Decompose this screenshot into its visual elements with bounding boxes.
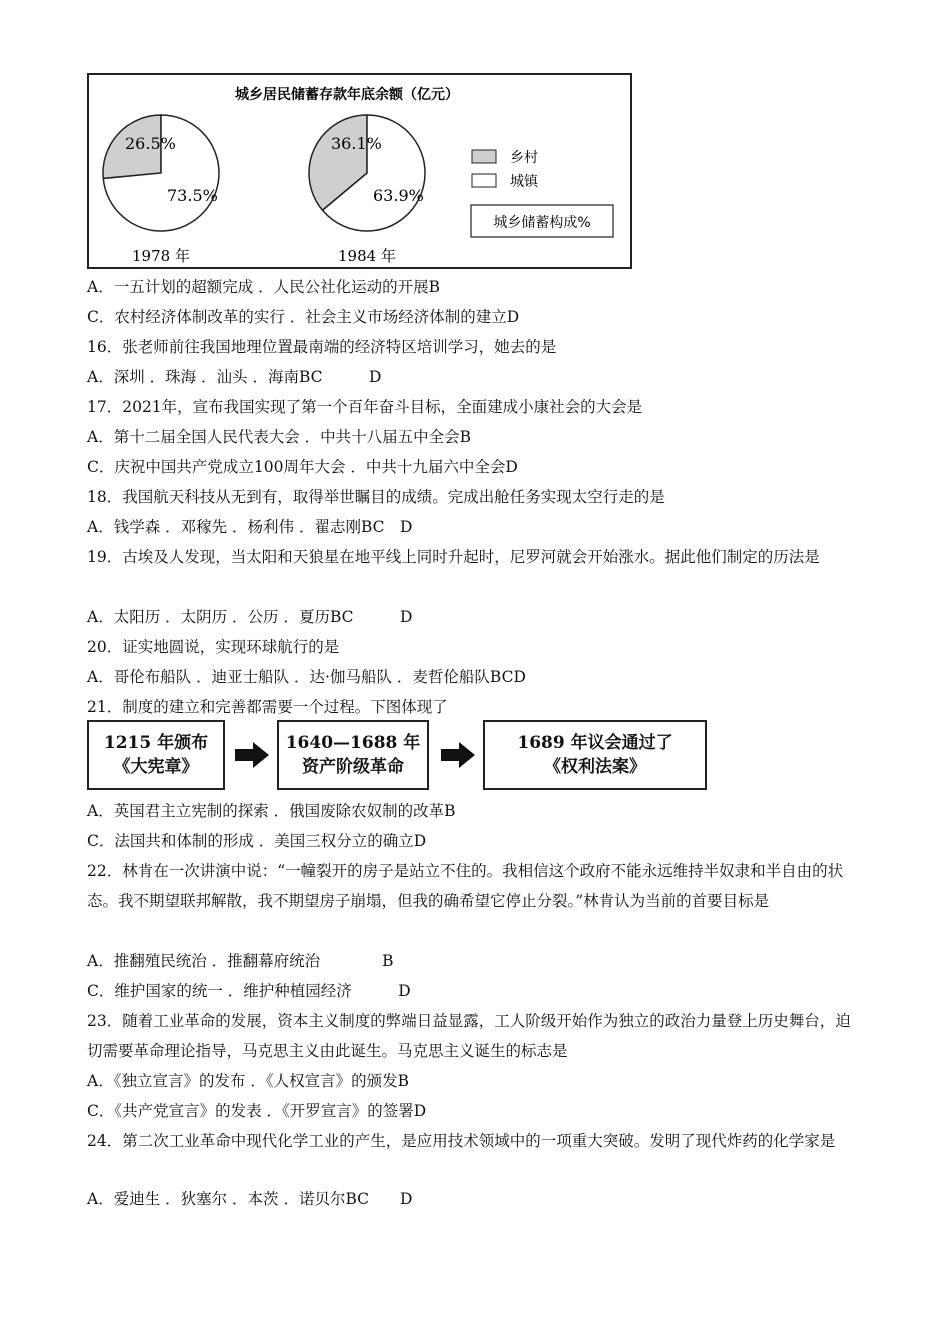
legend-label: 乡村: [510, 150, 538, 166]
q20-stem: 20．证实地圆说，实现环球航行的是: [87, 638, 340, 656]
pie-label-rural: 36.1%: [331, 134, 382, 153]
q17-option-c-d: C．庆祝中国共产党成立100周年大会 ．中共十九届六中全会D: [87, 458, 518, 476]
q24-stem: 24．第二次工业革命中现代化学工业的产生，是应用技术领域中的一项重大突破。发明了现代炸药的化学家是: [87, 1132, 836, 1150]
chart-title: 城乡居民储蓄存款年底余额（亿元）: [235, 87, 459, 103]
pie-year-label: 1984 年: [338, 247, 396, 265]
q23-stem: 23．随着工业革命的发展，资本主义制度的弊端日益显露，工人阶级开始作为独立的政治力量登上历史舞台，迫切需要革命理论指导，马克思主义由此诞生。马克思主义诞生的标志是: [87, 1012, 851, 1060]
constitutional-history-flow: [87, 720, 707, 794]
q17-option-a-b: A．第十二届全国人民代表大会 ．中共十八届五中全会B: [87, 428, 472, 446]
q22-option-c-d: C．维护国家的统一 ．维护种植园经济 D: [87, 982, 411, 1000]
right-arrow-icon: [235, 742, 269, 768]
q16-stem: 16．张老师前往我国地理位置最南端的经济特区培训学习，她去的是: [87, 338, 557, 356]
flow-box-line1: 1215 年颁布: [103, 733, 209, 753]
legend-note: 城乡储蓄构成%: [493, 215, 591, 231]
q17-stem: 17．2021年，宣布我国实现了第一个百年奋斗目标，全面建成小康社会的大会是: [87, 398, 643, 416]
q16-options: A．深圳 ．珠海 ．汕头 ．海南BC D: [87, 368, 382, 386]
pie-chart-svg: [89, 75, 634, 271]
q21-stem: 21．制度的建立和完善都需要一个过程。下图体现了: [87, 698, 448, 716]
q24-options: A．爱迪生 ．狄塞尔 ．本茨 ．诺贝尔BC D: [87, 1190, 413, 1208]
legend-swatch-urban: [472, 174, 496, 187]
q23-option-a-b: A．《独立宣言》的发布 ．《人权宣言》的颁发B: [87, 1072, 410, 1090]
pie-label-urban: 63.9%: [373, 186, 424, 205]
q18-options: A．钱学森 ．邓稼先 ．杨利伟 ．翟志刚BC D: [87, 518, 413, 536]
pie-label-urban: 73.5%: [167, 186, 218, 205]
right-arrow-icon: [441, 742, 475, 768]
pie-year-label: 1978 年: [132, 247, 190, 265]
q22-option-a-b: A．推翻殖民统治 ．推翻幕府统治 B: [87, 952, 394, 970]
q21-option-a-b: A．英国君主立宪制的探索 ．俄国废除农奴制的改革B: [87, 802, 456, 820]
pie-label-rural: 26.5%: [125, 134, 176, 153]
flow-box-bill-of-rights: [483, 720, 707, 790]
flow-box-line2: 资产阶级革命: [302, 757, 404, 777]
legend-label: 城镇: [510, 174, 538, 190]
flow-box-line1: 1640—1688 年: [285, 733, 421, 753]
flow-box-line2: 《权利法案》: [544, 757, 646, 777]
q20-options: A．哥伦布船队 ．迪亚士船队 ．达·伽马船队 ．麦哲伦船队BCD: [87, 668, 526, 686]
flow-box-revolution: [277, 720, 429, 790]
q21-option-c-d: C．法国共和体制的形成 ．美国三权分立的确立D: [87, 832, 427, 850]
q19-options: A．太阳历 ．太阴历 ．公历 ．夏历BC D: [87, 608, 413, 626]
flow-box-magna-carta: [87, 720, 225, 790]
q18-stem: 18．我国航天科技从无到有，取得举世瞩目的成绩。完成出舱任务实现太空行走的是: [87, 488, 665, 506]
q23-option-c-d: C．《共产党宣言》的发表 ．《开罗宣言》的签署D: [87, 1102, 427, 1120]
savings-pie-chart-figure: [87, 73, 632, 269]
flow-box-line1: 1689 年议会通过了: [517, 733, 673, 753]
q19-stem: 19．古埃及人发现，当太阳和天狼星在地平线上同时升起时，尼罗河就会开始涨水。据此他们制定的历法是: [87, 548, 820, 566]
q15-option-a-b: A．一五计划的超额完成 ．人民公社化运动的开展B: [87, 278, 441, 296]
legend-swatch-rural: [472, 150, 496, 163]
q15-option-c-d: C．农村经济体制改革的实行 ．社会主义市场经济体制的建立D: [87, 308, 520, 326]
q22-stem: 22．林肯在一次讲演中说：“一幢裂开的房子是站立不住的。我相信这个政府不能永远维持半奴隶和半自由的状态。我不期望联邦解散，我不期望房子崩塌，但我的确希望它停止分裂。”林肯认为当前的首要目标是: [87, 862, 844, 910]
flow-box-line2: 《大宪章》: [113, 757, 199, 777]
